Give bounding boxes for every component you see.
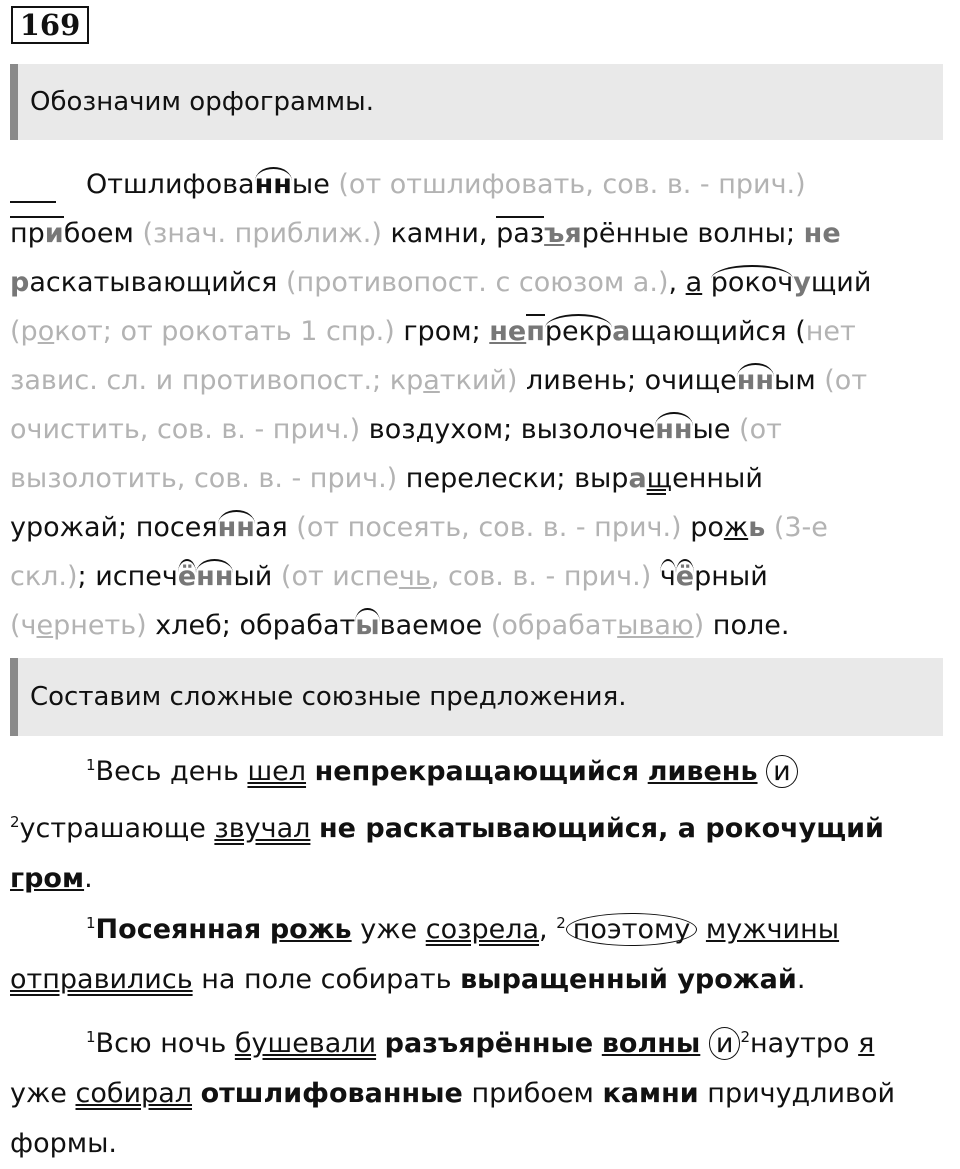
clause-number: 2 (10, 813, 20, 831)
conjunction-circled: и (766, 755, 798, 788)
participle: разъярённые (384, 1028, 594, 1059)
word-razyarennye-end: рённые волны; (581, 218, 804, 249)
clause-number: 1 (86, 756, 96, 774)
orthogram-ne-1: не (803, 218, 841, 249)
text: уже (10, 1078, 76, 1109)
word-kamni: камни, (390, 218, 497, 249)
note-12-suffix: ываю (617, 610, 694, 641)
text: причудливой формы. (10, 1078, 896, 1159)
word-pereleski-vyr: перелески; выр (397, 463, 629, 494)
subject: волны (601, 1028, 701, 1059)
predicate: собирал (75, 1078, 193, 1109)
period: . (84, 863, 93, 894)
word-vozdukhom-vyzoloch: воздухом; вызолоче (360, 414, 656, 445)
orthogram-a-1: а (612, 316, 631, 347)
clause-number: 2 (740, 1028, 750, 1046)
space (261, 914, 270, 945)
note-9a: (3-е (765, 512, 828, 543)
note-11a: (ч (10, 610, 37, 641)
space (593, 1028, 602, 1059)
note-10-ending: чь (398, 561, 431, 592)
space (639, 756, 648, 787)
orthogram-zh: ж (723, 512, 749, 543)
predicate: звучал (214, 813, 311, 844)
note-11-e: е (36, 610, 54, 641)
word-neprekrashch-end: щающийся (630, 316, 787, 347)
note-10b: , сов. в. - прич.) (430, 561, 660, 592)
text: устрашающе (19, 813, 215, 844)
orthogram-a-2: а (628, 463, 647, 494)
line-4 (10, 307, 945, 356)
word-ispechennyy-end: ый (233, 561, 273, 592)
task-banner-sentences-text: Составим сложные союзные предложения. (30, 682, 627, 712)
sentence-1 (10, 740, 945, 904)
subject: я (858, 1028, 875, 1059)
word-rozh-stem: ро (690, 512, 724, 543)
word-raskatyvayushchiysya: аскатывающийся (29, 267, 278, 298)
prefix-pri: пр (10, 218, 45, 249)
text: прибоем (462, 1078, 603, 1109)
note-12a: (обрабат (482, 610, 618, 641)
task-banner-sentences (10, 658, 943, 736)
word-neprekrashch-root: рекр (544, 316, 613, 347)
comma-1: , (668, 267, 686, 298)
participle: отшлифованные (200, 1078, 463, 1109)
task-banner-orthograms (10, 64, 943, 140)
sentence-3 (10, 1012, 945, 1169)
line-10 (10, 601, 945, 650)
space (376, 1028, 385, 1059)
orthogram-y: ы (355, 610, 380, 641)
comma: , (539, 914, 557, 945)
predicate: созрела (425, 914, 540, 945)
note-5b: завис. сл. и противопост.; кр (10, 365, 424, 396)
object: камни (602, 1078, 699, 1109)
space (192, 1078, 201, 1109)
word-chernyy-end: рный (694, 561, 768, 592)
word-khleb-obrabat: хлеб; обрабат (146, 610, 356, 641)
note-12b: ) (693, 610, 705, 641)
orthogram-yo-2: ё (675, 561, 695, 592)
note-8: (от посеять, сов. в. - прич.) (287, 512, 691, 543)
word-vyzolochennye-end: ые (692, 414, 731, 445)
task-banner-orthograms-text: Обозначим орфограммы. (30, 87, 374, 117)
prefix-raz: раз (496, 218, 545, 249)
clause-number: 1 (86, 1028, 96, 1046)
text: Всю ночь (95, 1028, 235, 1059)
text: на поле собирать (192, 964, 461, 995)
note-3: (противопост. с союзом а.) (277, 267, 669, 298)
word-ochishchennym-end: ым (774, 365, 816, 396)
conjunction-a: а (685, 267, 703, 298)
subject: гром (10, 863, 85, 894)
word-rokochushchiy-end: щий (810, 267, 872, 298)
participle: Посеянная (95, 914, 262, 945)
orthogram-nn-4: нн (217, 512, 255, 543)
space (758, 756, 767, 787)
subject: ливень (647, 756, 758, 787)
word-liven-ochishch: ливень; очище (517, 365, 737, 396)
text: уже (351, 914, 426, 945)
word-obrabatyvaemoe-end: ваемое (379, 610, 483, 641)
subject: рожь (269, 914, 352, 945)
participle: не раскатывающийся, а рокочущий (319, 813, 884, 844)
note-6b: очистить, сов. в. - прич.) (10, 414, 361, 445)
word-otshlifovannye-end: ые (291, 169, 330, 200)
note-11b: рнеть) (53, 610, 147, 641)
space (700, 1028, 709, 1059)
line-8 (10, 503, 945, 552)
orthogram-ya: я (564, 218, 582, 249)
note-9b: скл.) (10, 561, 78, 592)
space-1 (702, 267, 711, 298)
word-rokochushchiy-root: рокоч (710, 267, 794, 298)
orthogram-hard-sign: ъ (544, 218, 565, 249)
word-ispech-stem: ; испеч (77, 561, 178, 592)
line-2 (10, 209, 945, 258)
orthogram-shch: щ (646, 463, 673, 494)
word-urozhay-poseya: урожай; посея (10, 512, 218, 543)
note-5c: ткий) (439, 365, 518, 396)
conjunction-circled: поэтому (566, 913, 698, 946)
line-5 (10, 356, 945, 405)
orthogram-nn-1: нн (254, 169, 292, 200)
word-chernyy-root: ч (659, 561, 676, 592)
note-5a: нет (805, 316, 856, 347)
note-6a: (от (815, 365, 868, 396)
note-4-stress-o: о (37, 316, 55, 347)
note-7b: вызолотить, сов. в. - прич.) (10, 463, 398, 494)
participle: непрекращающийся (314, 756, 640, 787)
word-priboem-end: боем (63, 218, 134, 249)
conjunction-circled: и (709, 1027, 741, 1060)
word-grom: гром; (394, 316, 490, 347)
orthogram-yo-1: ё (177, 561, 197, 592)
note-10a: (от испе (272, 561, 399, 592)
exercise-number: 169 (11, 6, 89, 44)
note-4a: (р (10, 316, 38, 347)
orthogram-u: у (793, 267, 811, 298)
note-4b: кот; от рокотать 1 спр.) (54, 316, 395, 347)
line-3 (10, 258, 945, 307)
text: Весь день (95, 756, 248, 787)
note-2: (знач. приближ.) (133, 218, 391, 249)
word-vyrashchennyy-end: енный (672, 463, 763, 494)
object: выращенный урожай (460, 964, 797, 995)
line-6 (10, 405, 945, 454)
line-1 (10, 160, 945, 209)
word-pole: поле. (704, 610, 790, 641)
note-5-stress-a: а (423, 365, 440, 396)
word-otshlifovannye-stem: Отшлифова (86, 169, 255, 200)
period: . (796, 964, 806, 995)
paren-open: ( (786, 316, 806, 347)
note-1: (от отшлифовать, сов. в. - прич.) (329, 169, 806, 200)
space (697, 914, 706, 945)
line-7 (10, 454, 945, 503)
subject: мужчины (705, 914, 840, 945)
clause-number: 2 (556, 914, 566, 932)
orthogram-nn-5: нн (196, 561, 234, 592)
space (310, 813, 319, 844)
space (306, 756, 315, 787)
orthogram-paragraph (10, 160, 945, 650)
text: наутро (750, 1028, 859, 1059)
orthogram-nn-3: нн (655, 414, 693, 445)
orthogram-soft-sign: ь (748, 512, 766, 543)
note-7a: (от (730, 414, 782, 445)
predicate: бушевали (234, 1028, 377, 1059)
orthogram-nn-2: нн (736, 365, 774, 396)
orthogram-p: п (526, 316, 545, 347)
line-9 (10, 552, 945, 601)
sentence-2 (10, 898, 945, 1005)
predicate: шел (247, 756, 307, 787)
orthogram-r: р (10, 267, 30, 298)
orthogram-ne-2: не (489, 316, 527, 347)
orthogram-i: и (44, 218, 64, 249)
word-poseyannaya-end: ая (254, 512, 288, 543)
blank-mark (10, 201, 56, 203)
clause-number: 1 (86, 914, 96, 932)
predicate: отправились (10, 964, 193, 995)
